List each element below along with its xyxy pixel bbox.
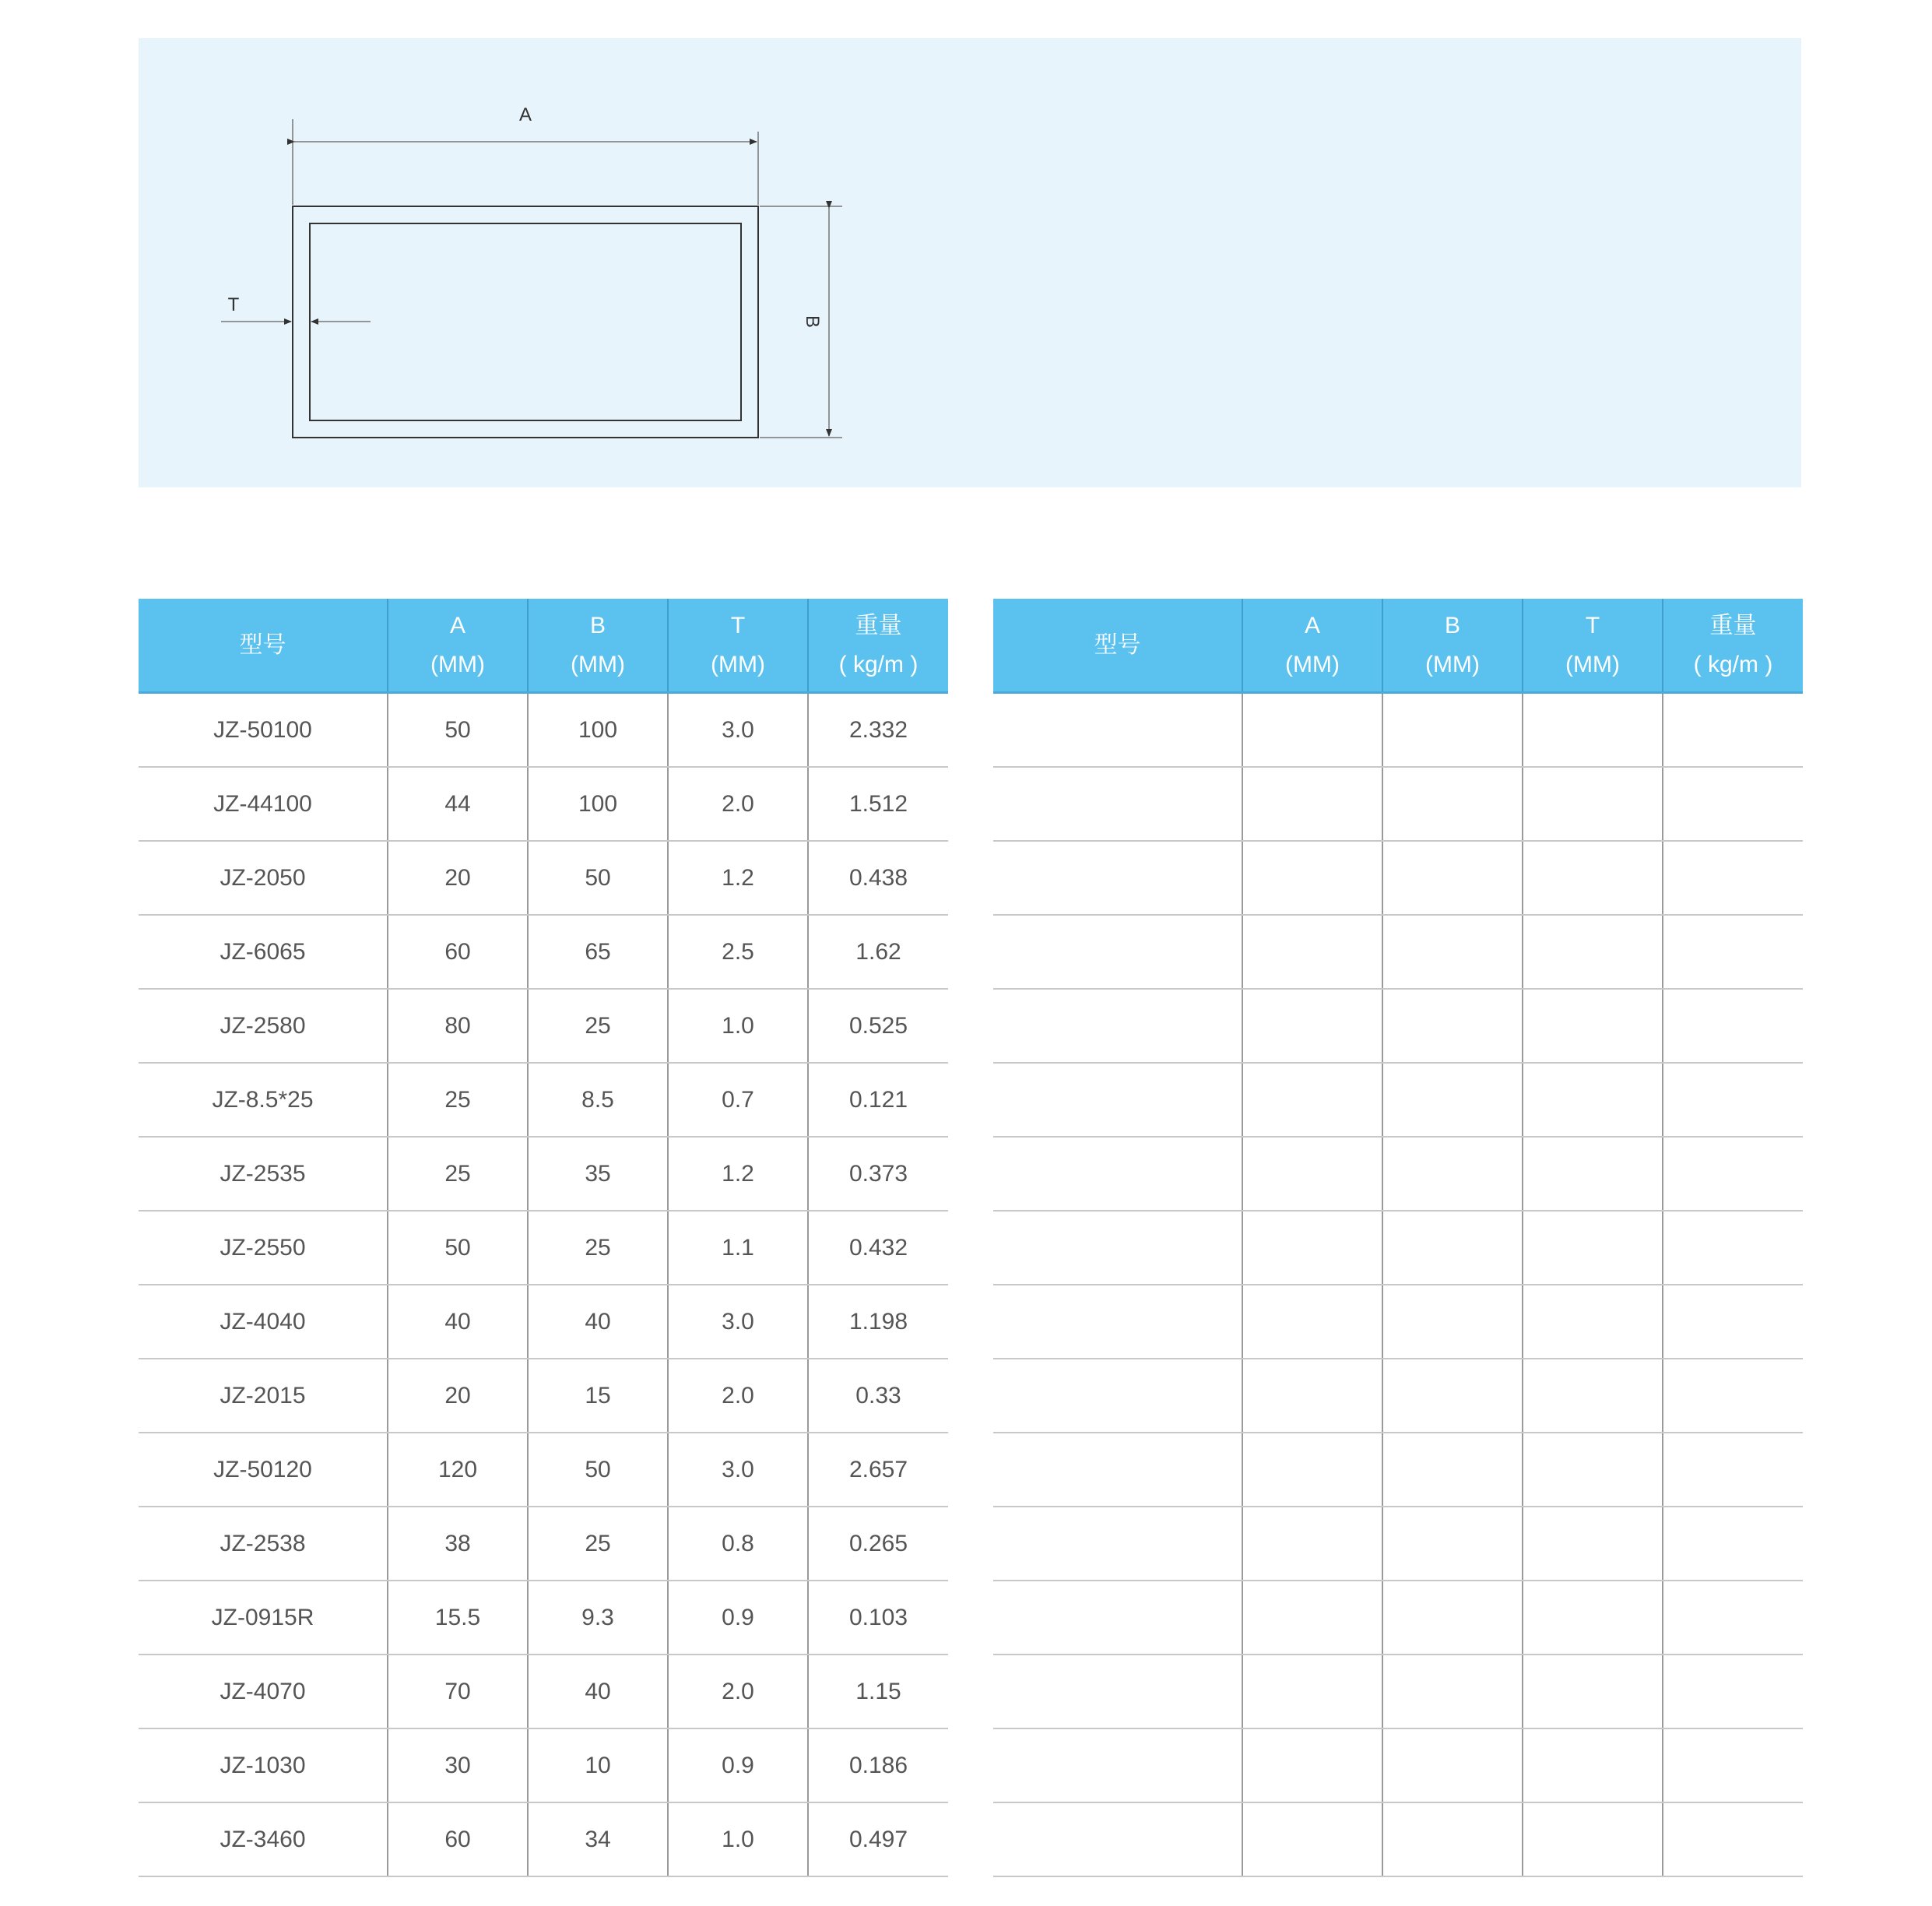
- table-row: [139, 1507, 948, 1581]
- header-a-label: A: [449, 612, 465, 638]
- header-model-label: 型号: [239, 631, 286, 658]
- cell-b: 65: [528, 915, 668, 989]
- cell-model: [993, 1581, 1242, 1655]
- table-row: [993, 915, 1803, 989]
- cell-t: 1.1: [668, 1211, 808, 1285]
- cell-model: JZ-4070: [139, 1655, 388, 1728]
- header-t-label: T: [1585, 612, 1600, 638]
- table-row: [993, 1063, 1803, 1137]
- table-row: [993, 1433, 1803, 1507]
- cell-weight: [1663, 1063, 1803, 1137]
- dimension-a-label: A: [518, 104, 532, 125]
- header-model-label: 型号: [1094, 631, 1141, 658]
- cell-model: JZ-44100: [139, 767, 388, 841]
- table-row: [139, 915, 948, 989]
- table-row: [139, 1063, 948, 1137]
- cell-weight: 2.657: [808, 1433, 948, 1507]
- cell-b: 25: [528, 1507, 668, 1581]
- rectangular-tube-diagram: [139, 38, 1801, 487]
- header-t-unit: (MM): [711, 651, 765, 677]
- cell-b: 8.5: [528, 1063, 668, 1137]
- header-a-unit: (MM): [430, 651, 485, 677]
- cell-a: [1242, 1211, 1382, 1285]
- cell-t: [1523, 1655, 1663, 1728]
- spec-table-left: [139, 599, 948, 1877]
- cell-t: [1523, 1581, 1663, 1655]
- cell-model: JZ-2538: [139, 1507, 388, 1581]
- cell-model: [993, 1063, 1242, 1137]
- cell-weight: [1663, 915, 1803, 989]
- cell-b: [1382, 989, 1523, 1063]
- cell-model: [993, 1137, 1242, 1211]
- cell-model: JZ-2580: [139, 989, 388, 1063]
- table-row: [139, 1137, 948, 1211]
- cell-model: JZ-2535: [139, 1137, 388, 1211]
- table-row: [139, 1433, 948, 1507]
- header-a: [388, 599, 528, 693]
- header-model: [139, 599, 388, 693]
- cell-b: [1382, 1211, 1523, 1285]
- cell-t: [1523, 1211, 1663, 1285]
- cell-a: 60: [388, 1802, 528, 1876]
- cell-a: [1242, 915, 1382, 989]
- table-row: [993, 841, 1803, 915]
- cell-weight: 1.15: [808, 1655, 948, 1728]
- cell-a: 50: [388, 1211, 528, 1285]
- cell-b: [1382, 1728, 1523, 1802]
- cell-t: 0.8: [668, 1507, 808, 1581]
- table-row: [993, 693, 1803, 768]
- cell-weight: [1663, 693, 1803, 768]
- header-t: [1523, 599, 1663, 693]
- cell-weight: 0.497: [808, 1802, 948, 1876]
- cell-model: JZ-2050: [139, 841, 388, 915]
- cell-a: 60: [388, 915, 528, 989]
- cell-a: 20: [388, 1359, 528, 1433]
- table-header-row: [993, 599, 1803, 693]
- cell-t: [1523, 767, 1663, 841]
- table-row: [139, 1211, 948, 1285]
- cell-a: [1242, 1655, 1382, 1728]
- cell-t: 2.0: [668, 1655, 808, 1728]
- cell-t: [1523, 1137, 1663, 1211]
- cell-weight: [1663, 1802, 1803, 1876]
- table-header-row: [139, 599, 948, 693]
- header-b: [1382, 599, 1523, 693]
- table-row: [993, 1581, 1803, 1655]
- table-row: [139, 1581, 948, 1655]
- cell-weight: [1663, 841, 1803, 915]
- cell-b: [1382, 1581, 1523, 1655]
- table-row: [139, 1802, 948, 1876]
- cell-model: [993, 1728, 1242, 1802]
- header-a-unit: (MM): [1285, 651, 1340, 677]
- cell-b: [1382, 1285, 1523, 1359]
- cell-b: 100: [528, 693, 668, 768]
- cell-model: [993, 1655, 1242, 1728]
- cell-b: 50: [528, 841, 668, 915]
- cell-a: [1242, 1433, 1382, 1507]
- cell-b: 34: [528, 1802, 668, 1876]
- cell-model: [993, 1802, 1242, 1876]
- cell-model: JZ-0915R: [139, 1581, 388, 1655]
- table-row: [139, 1655, 948, 1728]
- cell-b: [1382, 693, 1523, 768]
- cell-a: [1242, 1137, 1382, 1211]
- cell-model: [993, 1359, 1242, 1433]
- cell-t: 1.2: [668, 1137, 808, 1211]
- cell-t: 2.0: [668, 767, 808, 841]
- cell-model: [993, 915, 1242, 989]
- cell-b: [1382, 1137, 1523, 1211]
- cell-model: JZ-50120: [139, 1433, 388, 1507]
- cell-weight: [1663, 1728, 1803, 1802]
- table-row: [993, 1655, 1803, 1728]
- cell-a: 50: [388, 693, 528, 768]
- cell-b: [1382, 1802, 1523, 1876]
- cell-weight: 0.438: [808, 841, 948, 915]
- table-row: [993, 1137, 1803, 1211]
- cell-weight: 0.103: [808, 1581, 948, 1655]
- cell-weight: 2.332: [808, 693, 948, 768]
- profile-diagram-panel: [139, 38, 1801, 487]
- cell-weight: 1.512: [808, 767, 948, 841]
- cell-t: [1523, 693, 1663, 768]
- cell-t: 3.0: [668, 1285, 808, 1359]
- header-weight-unit: ( kg/m ): [838, 651, 919, 677]
- cell-t: [1523, 989, 1663, 1063]
- spec-table-right: [993, 599, 1803, 1877]
- cell-b: [1382, 1507, 1523, 1581]
- table-row: [993, 767, 1803, 841]
- cell-model: [993, 989, 1242, 1063]
- cell-a: [1242, 767, 1382, 841]
- cell-a: 25: [388, 1063, 528, 1137]
- cell-model: JZ-2550: [139, 1211, 388, 1285]
- cell-t: 0.7: [668, 1063, 808, 1137]
- cell-a: [1242, 841, 1382, 915]
- cell-weight: 0.265: [808, 1507, 948, 1581]
- header-a-label: A: [1304, 612, 1320, 638]
- cell-model: [993, 841, 1242, 915]
- cell-b: 40: [528, 1285, 668, 1359]
- cell-a: [1242, 693, 1382, 768]
- table-row: [139, 1728, 948, 1802]
- cell-b: [1382, 1359, 1523, 1433]
- cell-t: 1.0: [668, 1802, 808, 1876]
- cell-weight: 0.432: [808, 1211, 948, 1285]
- cell-t: [1523, 1433, 1663, 1507]
- cell-a: 20: [388, 841, 528, 915]
- cell-model: JZ-50100: [139, 693, 388, 768]
- table-row: [993, 1507, 1803, 1581]
- cell-b: [1382, 841, 1523, 915]
- cell-t: 1.2: [668, 841, 808, 915]
- cell-b: 10: [528, 1728, 668, 1802]
- cell-weight: [1663, 1285, 1803, 1359]
- cell-b: 35: [528, 1137, 668, 1211]
- cell-weight: [1663, 1433, 1803, 1507]
- header-weight: [808, 599, 948, 693]
- cell-weight: 0.525: [808, 989, 948, 1063]
- cell-t: 3.0: [668, 693, 808, 768]
- cell-weight: [1663, 1359, 1803, 1433]
- header-model: [993, 599, 1242, 693]
- cell-weight: 0.186: [808, 1728, 948, 1802]
- cell-model: JZ-3460: [139, 1802, 388, 1876]
- cell-model: JZ-8.5*25: [139, 1063, 388, 1137]
- cell-a: [1242, 1359, 1382, 1433]
- header-b-label: B: [589, 612, 606, 638]
- cell-model: JZ-6065: [139, 915, 388, 989]
- cell-weight: 0.33: [808, 1359, 948, 1433]
- header-weight-unit: ( kg/m ): [1693, 651, 1773, 677]
- dimension-b-label: B: [802, 315, 823, 329]
- cell-model: [993, 1285, 1242, 1359]
- cell-a: [1242, 1063, 1382, 1137]
- header-b: [528, 599, 668, 693]
- cell-weight: [1663, 1137, 1803, 1211]
- cell-model: JZ-1030: [139, 1728, 388, 1802]
- header-a: [1242, 599, 1382, 693]
- cell-weight: 0.373: [808, 1137, 948, 1211]
- cell-b: [1382, 767, 1523, 841]
- tube-inner-outline: [310, 223, 741, 420]
- header-weight: [1663, 599, 1803, 693]
- cell-b: 15: [528, 1359, 668, 1433]
- table-row: [139, 841, 948, 915]
- cell-weight: [1663, 989, 1803, 1063]
- cell-a: 40: [388, 1285, 528, 1359]
- table-row: [993, 1728, 1803, 1802]
- cell-a: 44: [388, 767, 528, 841]
- dimension-t-label: T: [227, 294, 240, 315]
- cell-weight: [1663, 1581, 1803, 1655]
- cell-t: [1523, 841, 1663, 915]
- cell-t: [1523, 1359, 1663, 1433]
- cell-weight: [1663, 1655, 1803, 1728]
- cell-b: 40: [528, 1655, 668, 1728]
- table-row: [139, 989, 948, 1063]
- cell-a: 30: [388, 1728, 528, 1802]
- cell-a: 80: [388, 989, 528, 1063]
- cell-t: [1523, 1802, 1663, 1876]
- cell-a: [1242, 1728, 1382, 1802]
- cell-t: [1523, 1285, 1663, 1359]
- cell-model: [993, 693, 1242, 768]
- header-weight-label: 重量: [855, 612, 902, 638]
- cell-t: [1523, 1507, 1663, 1581]
- table-row: [993, 1359, 1803, 1433]
- cell-t: [1523, 915, 1663, 989]
- header-b-unit: (MM): [571, 651, 625, 677]
- cell-a: [1242, 1507, 1382, 1581]
- cell-weight: [1663, 1507, 1803, 1581]
- cell-weight: 0.121: [808, 1063, 948, 1137]
- table-row: [139, 767, 948, 841]
- cell-model: [993, 767, 1242, 841]
- header-weight-label: 重量: [1709, 612, 1757, 638]
- cell-b: 50: [528, 1433, 668, 1507]
- cell-model: [993, 1507, 1242, 1581]
- table-row: [993, 1802, 1803, 1876]
- table-row: [993, 989, 1803, 1063]
- header-t: [668, 599, 808, 693]
- cell-b: 25: [528, 1211, 668, 1285]
- cell-t: 3.0: [668, 1433, 808, 1507]
- table-row: [139, 1285, 948, 1359]
- cell-b: [1382, 1063, 1523, 1137]
- table-row: [139, 1359, 948, 1433]
- table-row: [139, 693, 948, 768]
- cell-b: 9.3: [528, 1581, 668, 1655]
- cell-model: [993, 1433, 1242, 1507]
- cell-model: JZ-4040: [139, 1285, 388, 1359]
- cell-t: 2.0: [668, 1359, 808, 1433]
- cell-a: 120: [388, 1433, 528, 1507]
- cell-weight: [1663, 1211, 1803, 1285]
- cell-t: 1.0: [668, 989, 808, 1063]
- cell-model: [993, 1211, 1242, 1285]
- cell-b: [1382, 915, 1523, 989]
- header-b-label: B: [1444, 612, 1460, 638]
- cell-a: [1242, 1581, 1382, 1655]
- cell-b: [1382, 1433, 1523, 1507]
- cell-t: [1523, 1063, 1663, 1137]
- cell-a: 70: [388, 1655, 528, 1728]
- cell-a: [1242, 1285, 1382, 1359]
- cell-a: 25: [388, 1137, 528, 1211]
- cell-a: 15.5: [388, 1581, 528, 1655]
- cell-t: [1523, 1728, 1663, 1802]
- cell-t: 2.5: [668, 915, 808, 989]
- cell-model: JZ-2015: [139, 1359, 388, 1433]
- cell-t: 0.9: [668, 1581, 808, 1655]
- cell-b: 100: [528, 767, 668, 841]
- cell-a: 38: [388, 1507, 528, 1581]
- header-t-unit: (MM): [1565, 651, 1620, 677]
- cell-a: [1242, 989, 1382, 1063]
- cell-b: [1382, 1655, 1523, 1728]
- cell-weight: 1.198: [808, 1285, 948, 1359]
- cell-b: 25: [528, 989, 668, 1063]
- cell-t: 0.9: [668, 1728, 808, 1802]
- table-row: [993, 1285, 1803, 1359]
- cell-weight: 1.62: [808, 915, 948, 989]
- cell-weight: [1663, 767, 1803, 841]
- header-t-label: T: [730, 612, 746, 638]
- header-b-unit: (MM): [1425, 651, 1480, 677]
- table-row: [993, 1211, 1803, 1285]
- cell-a: [1242, 1802, 1382, 1876]
